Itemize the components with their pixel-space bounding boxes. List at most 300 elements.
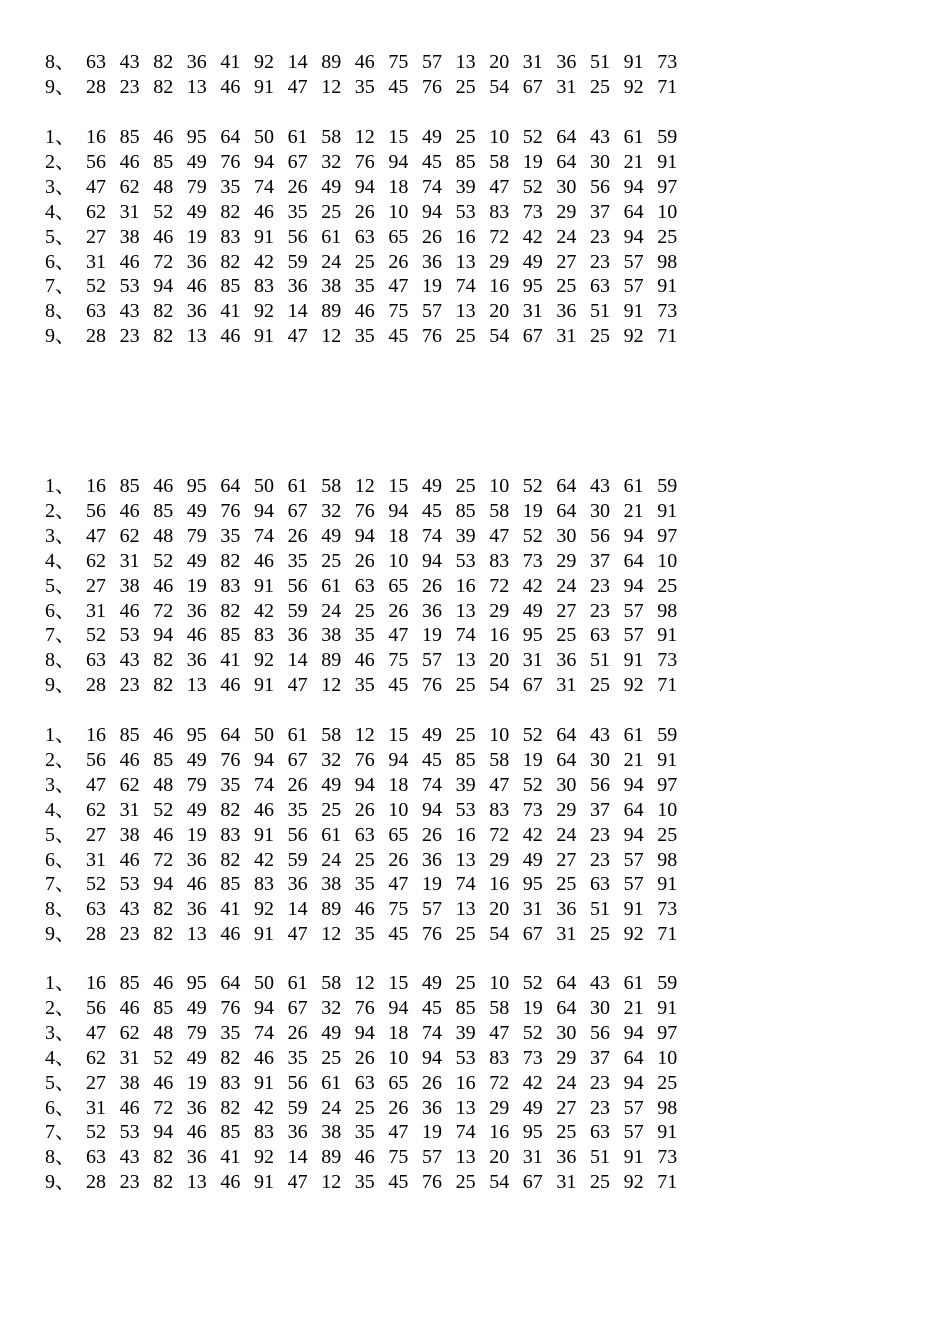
number-cell: 10 — [388, 798, 409, 821]
number-cell: 73 — [657, 898, 678, 921]
number-cell: 13 — [455, 51, 476, 73]
number-cell: 39 — [455, 175, 476, 198]
number-cell: 75 — [388, 1146, 409, 1169]
number-cell: 95 — [186, 475, 207, 497]
row-index-label: 9、 — [45, 75, 75, 98]
number-cell: 98 — [657, 1096, 678, 1119]
number-cell: 32 — [321, 748, 342, 771]
number-cell: 64 — [556, 748, 577, 771]
number-cell: 36 — [422, 1096, 442, 1119]
number-cell: 97 — [657, 1021, 678, 1044]
number-cell: 14 — [287, 51, 308, 73]
number-cell: 43 — [119, 649, 140, 672]
number-cell: 64 — [220, 475, 241, 497]
number-cell: 35 — [220, 524, 241, 547]
number-cell: 53 — [455, 798, 476, 821]
number-cell: 15 — [388, 972, 409, 994]
number-cell: 49 — [321, 524, 342, 547]
number-cell: 46 — [119, 499, 140, 522]
number-cell: 27 — [556, 848, 577, 871]
number-cell: 46 — [186, 873, 207, 896]
number-cell: 25 — [590, 1171, 610, 1194]
number-cell: 26 — [287, 1021, 308, 1044]
number-cell: 85 — [455, 996, 476, 1019]
number-cell: 94 — [354, 524, 375, 547]
number-cell: 47 — [287, 75, 308, 98]
number-cell: 50 — [254, 724, 274, 746]
row-index-label: 9、 — [45, 1171, 75, 1194]
number-cell: 48 — [153, 524, 174, 547]
number-cell: 95 — [186, 126, 207, 148]
number-cell: 94 — [422, 549, 442, 572]
number-cell: 57 — [623, 275, 644, 298]
number-cell: 92 — [254, 1146, 274, 1169]
number-cell: 52 — [522, 724, 543, 746]
number-cell: 91 — [657, 873, 678, 896]
number-cell: 57 — [623, 848, 644, 871]
number-cell: 74 — [422, 175, 442, 198]
number-cell: 58 — [321, 126, 342, 148]
number-cell: 16 — [455, 225, 476, 248]
number-cell: 71 — [657, 325, 678, 348]
number-cell: 36 — [287, 624, 308, 647]
row-index-label: 2、 — [45, 499, 75, 522]
number-cell: 47 — [388, 1121, 409, 1144]
number-cell: 49 — [186, 748, 207, 771]
number-cell: 63 — [590, 275, 610, 298]
number-cell: 85 — [220, 1121, 241, 1144]
number-cell: 98 — [657, 848, 678, 871]
number-cell: 42 — [254, 848, 274, 871]
number-cell: 61 — [321, 823, 342, 846]
number-cell: 35 — [287, 549, 308, 572]
number-cell: 94 — [388, 748, 409, 771]
number-cell: 20 — [489, 898, 510, 921]
number-cell: 59 — [287, 250, 308, 273]
number-cell: 85 — [455, 748, 476, 771]
number-cell: 19 — [522, 748, 543, 771]
number-cell: 85 — [119, 475, 140, 497]
number-cell: 74 — [455, 873, 476, 896]
number-cell: 63 — [86, 51, 106, 73]
number-cell: 79 — [186, 773, 207, 796]
number-cell: 46 — [119, 150, 140, 173]
number-cell: 46 — [119, 996, 140, 1019]
number-cell: 89 — [321, 649, 342, 672]
number-cell: 26 — [354, 549, 375, 572]
number-cell: 13 — [455, 599, 476, 622]
number-cell: 38 — [321, 624, 342, 647]
number-cell: 47 — [489, 773, 510, 796]
number-cell: 52 — [522, 773, 543, 796]
number-cell: 49 — [422, 972, 442, 994]
number-cell: 27 — [556, 599, 577, 622]
number-cell: 16 — [455, 823, 476, 846]
number-cell: 13 — [186, 923, 207, 946]
number-cell: 61 — [623, 724, 644, 746]
number-cell: 12 — [321, 325, 342, 348]
number-cell: 23 — [590, 225, 610, 248]
number-cell: 25 — [657, 1071, 678, 1094]
number-cell: 36 — [186, 649, 207, 672]
number-cell: 94 — [623, 773, 644, 796]
number-cell: 83 — [220, 823, 241, 846]
number-cell: 35 — [220, 1021, 241, 1044]
number-cell: 10 — [657, 1046, 678, 1069]
number-cell: 26 — [388, 1096, 409, 1119]
number-cell: 23 — [119, 1171, 140, 1194]
number-cell: 92 — [623, 325, 644, 348]
number-cell: 12 — [321, 674, 342, 697]
number-cell: 85 — [119, 972, 140, 994]
row-index-label: 9、 — [45, 674, 75, 697]
number-cell: 91 — [657, 996, 678, 1019]
number-cell: 61 — [287, 126, 308, 148]
number-cell: 30 — [590, 150, 610, 173]
number-cell: 94 — [623, 574, 644, 597]
number-cell: 52 — [522, 524, 543, 547]
number-cell: 25 — [590, 75, 610, 98]
number-cell: 71 — [657, 674, 678, 697]
number-cell: 76 — [422, 325, 442, 348]
number-cell: 61 — [287, 972, 308, 994]
number-cell: 20 — [489, 300, 510, 323]
number-cell: 36 — [422, 250, 442, 273]
number-cell: 19 — [186, 574, 207, 597]
number-cell: 85 — [220, 624, 241, 647]
number-cell: 36 — [556, 51, 577, 73]
number-cell: 91 — [254, 574, 274, 597]
number-cell: 29 — [556, 798, 577, 821]
number-cell: 65 — [388, 1071, 409, 1094]
number-cell: 94 — [254, 499, 274, 522]
number-cell: 16 — [455, 1071, 476, 1094]
number-cell: 23 — [590, 848, 610, 871]
number-cell: 19 — [186, 1071, 207, 1094]
number-cell: 59 — [657, 475, 678, 497]
number-cell: 73 — [657, 51, 678, 73]
number-cell: 72 — [153, 1096, 174, 1119]
number-cell: 10 — [388, 549, 409, 572]
number-cell: 83 — [254, 1121, 274, 1144]
number-cell: 35 — [354, 873, 375, 896]
number-cell: 91 — [623, 300, 644, 323]
number-cell: 43 — [590, 972, 610, 994]
number-cell: 25 — [321, 798, 342, 821]
number-cell: 46 — [254, 549, 274, 572]
number-cell: 56 — [590, 175, 610, 198]
number-cell: 57 — [623, 873, 644, 896]
number-cell: 35 — [354, 1121, 375, 1144]
number-cell: 94 — [422, 200, 442, 223]
number-cell: 94 — [153, 275, 174, 298]
number-cell: 72 — [153, 848, 174, 871]
number-cell: 94 — [254, 748, 274, 771]
number-cell: 35 — [354, 75, 375, 98]
number-cell: 91 — [254, 823, 274, 846]
number-cell: 64 — [623, 1046, 644, 1069]
number-cell: 30 — [556, 524, 577, 547]
number-cell: 52 — [522, 1021, 543, 1044]
number-cell: 23 — [119, 923, 140, 946]
number-cell: 94 — [623, 175, 644, 198]
number-cell: 91 — [623, 51, 644, 73]
number-cell: 64 — [556, 972, 577, 994]
number-cell: 97 — [657, 175, 678, 198]
number-cell: 67 — [287, 748, 308, 771]
number-cell: 50 — [254, 475, 274, 497]
number-cell: 74 — [422, 1021, 442, 1044]
number-cell: 27 — [86, 1071, 106, 1094]
row-index-label: 6、 — [45, 599, 75, 622]
number-cell: 31 — [556, 674, 577, 697]
number-cell: 65 — [388, 823, 409, 846]
row-index-label: 9、 — [45, 325, 75, 348]
number-cell: 46 — [254, 200, 274, 223]
number-cell: 63 — [86, 1146, 106, 1169]
number-cell: 47 — [388, 873, 409, 896]
number-cell: 94 — [388, 150, 409, 173]
number-cell: 57 — [623, 624, 644, 647]
number-cell: 76 — [422, 674, 442, 697]
number-cell: 15 — [388, 724, 409, 746]
number-cell: 71 — [657, 75, 678, 98]
number-cell: 57 — [422, 51, 442, 73]
number-cell: 91 — [657, 499, 678, 522]
number-cell: 59 — [287, 848, 308, 871]
number-cell: 16 — [489, 275, 510, 298]
number-cell: 92 — [623, 923, 644, 946]
number-cell: 46 — [119, 250, 140, 273]
number-cell: 49 — [321, 175, 342, 198]
number-cell: 14 — [287, 649, 308, 672]
number-cell: 35 — [354, 325, 375, 348]
number-cell: 79 — [186, 175, 207, 198]
number-cell: 53 — [455, 1046, 476, 1069]
number-cell: 31 — [556, 923, 577, 946]
number-cell: 94 — [388, 499, 409, 522]
number-cell: 36 — [556, 649, 577, 672]
number-cell: 42 — [254, 1096, 274, 1119]
number-cell: 67 — [522, 923, 543, 946]
number-cell: 47 — [489, 1021, 510, 1044]
number-cell: 46 — [153, 724, 174, 746]
number-cell: 45 — [388, 923, 409, 946]
row-index-label: 1、 — [45, 724, 75, 746]
number-cell: 61 — [321, 225, 342, 248]
number-cell: 35 — [287, 798, 308, 821]
number-cell: 48 — [153, 175, 174, 198]
number-cell: 76 — [220, 499, 241, 522]
number-cell: 58 — [489, 748, 510, 771]
number-cell: 52 — [522, 175, 543, 198]
number-cell: 85 — [153, 748, 174, 771]
number-cell: 95 — [522, 624, 543, 647]
number-cell: 82 — [220, 250, 241, 273]
number-cell: 36 — [556, 1146, 577, 1169]
number-cell: 48 — [153, 773, 174, 796]
number-cell: 46 — [119, 599, 140, 622]
number-cell: 52 — [153, 549, 174, 572]
number-cell: 52 — [153, 798, 174, 821]
number-cell: 46 — [119, 748, 140, 771]
number-cell: 25 — [321, 1046, 342, 1069]
number-cell: 23 — [590, 599, 610, 622]
number-cell: 30 — [590, 996, 610, 1019]
number-cell: 58 — [321, 972, 342, 994]
number-cell: 63 — [590, 1121, 610, 1144]
number-cell: 26 — [354, 1046, 375, 1069]
number-cell: 85 — [153, 150, 174, 173]
number-cell: 28 — [86, 923, 106, 946]
row-index-label: 9、 — [45, 923, 75, 946]
number-cell: 67 — [287, 150, 308, 173]
number-cell: 38 — [119, 823, 140, 846]
number-cell: 47 — [86, 524, 106, 547]
number-cell: 42 — [254, 250, 274, 273]
number-cell: 94 — [388, 996, 409, 1019]
number-cell: 30 — [556, 175, 577, 198]
number-cell: 62 — [119, 773, 140, 796]
number-cell: 63 — [354, 1071, 375, 1094]
number-cell: 24 — [556, 1071, 577, 1094]
number-cell: 19 — [422, 275, 442, 298]
row-index-label: 8、 — [45, 1146, 75, 1169]
number-cell: 83 — [220, 574, 241, 597]
number-cell: 27 — [556, 1096, 577, 1119]
number-cell: 53 — [455, 200, 476, 223]
number-cell: 82 — [153, 923, 174, 946]
number-cell: 30 — [556, 773, 577, 796]
number-cell: 49 — [321, 773, 342, 796]
number-cell: 21 — [623, 150, 644, 173]
number-cell: 35 — [354, 624, 375, 647]
number-cell: 76 — [422, 923, 442, 946]
number-cell: 29 — [556, 549, 577, 572]
row-index-label: 8、 — [45, 898, 75, 921]
number-cell: 61 — [623, 126, 644, 148]
number-cell: 29 — [489, 1096, 510, 1119]
number-cell: 94 — [153, 624, 174, 647]
number-cell: 57 — [623, 599, 644, 622]
number-cell: 25 — [657, 225, 678, 248]
number-cell: 41 — [220, 649, 241, 672]
number-cell: 46 — [354, 300, 375, 323]
number-cell: 26 — [388, 599, 409, 622]
number-cell: 51 — [590, 1146, 610, 1169]
number-cell: 72 — [489, 225, 510, 248]
number-cell: 10 — [489, 972, 510, 994]
number-cell: 45 — [422, 748, 442, 771]
number-cell: 72 — [153, 599, 174, 622]
number-cell: 49 — [522, 250, 543, 273]
number-cell: 59 — [287, 599, 308, 622]
number-cell: 23 — [590, 1071, 610, 1094]
number-cell: 24 — [556, 574, 577, 597]
number-cell: 35 — [354, 1171, 375, 1194]
number-cell: 91 — [623, 1146, 644, 1169]
number-cell: 83 — [220, 1071, 241, 1094]
number-cell: 38 — [119, 1071, 140, 1094]
number-cell: 14 — [287, 1146, 308, 1169]
number-cell: 74 — [422, 773, 442, 796]
number-cell: 54 — [489, 674, 510, 697]
number-cell: 18 — [388, 1021, 409, 1044]
number-cell: 76 — [422, 1171, 442, 1194]
number-cell: 98 — [657, 250, 678, 273]
number-cell: 26 — [354, 200, 375, 223]
number-cell: 67 — [522, 325, 543, 348]
number-cell: 52 — [153, 200, 174, 223]
number-cell: 46 — [220, 75, 241, 98]
number-cell: 23 — [590, 250, 610, 273]
number-cell: 29 — [489, 848, 510, 871]
row-index-label: 5、 — [45, 823, 75, 846]
number-cell: 64 — [556, 150, 577, 173]
number-cell: 38 — [321, 1121, 342, 1144]
row-index-label: 4、 — [45, 798, 75, 821]
number-cell: 16 — [489, 624, 510, 647]
number-cell: 63 — [86, 649, 106, 672]
number-cell: 54 — [489, 75, 510, 98]
number-cell: 94 — [153, 873, 174, 896]
number-cell: 42 — [522, 574, 543, 597]
number-cell: 95 — [522, 275, 543, 298]
number-cell: 25 — [556, 275, 577, 298]
number-cell: 49 — [422, 724, 442, 746]
number-cell: 43 — [119, 51, 140, 73]
number-cell: 32 — [321, 996, 342, 1019]
number-cell: 94 — [254, 996, 274, 1019]
number-cell: 25 — [556, 624, 577, 647]
number-cell: 98 — [657, 599, 678, 622]
number-cell: 64 — [556, 126, 577, 148]
number-cell: 36 — [186, 898, 207, 921]
number-cell: 62 — [119, 175, 140, 198]
number-cell: 23 — [119, 75, 140, 98]
number-cell: 31 — [522, 898, 543, 921]
number-cell: 92 — [623, 674, 644, 697]
number-cell: 45 — [388, 674, 409, 697]
number-cell: 31 — [119, 798, 140, 821]
number-cell: 46 — [153, 475, 174, 497]
number-cell: 92 — [254, 51, 274, 73]
number-cell: 89 — [321, 300, 342, 323]
number-cell: 95 — [522, 1121, 543, 1144]
number-cell: 41 — [220, 300, 241, 323]
number-cell: 46 — [220, 1171, 241, 1194]
number-cell: 56 — [287, 574, 308, 597]
number-cell: 19 — [422, 873, 442, 896]
number-cell: 12 — [321, 923, 342, 946]
row-index-label: 7、 — [45, 275, 75, 298]
number-cell: 74 — [455, 1121, 476, 1144]
number-cell: 94 — [153, 1121, 174, 1144]
number-cell: 92 — [623, 75, 644, 98]
number-cell: 42 — [522, 1071, 543, 1094]
number-cell: 35 — [354, 923, 375, 946]
number-cell: 16 — [489, 1121, 510, 1144]
number-cell: 76 — [220, 748, 241, 771]
number-cell: 73 — [522, 1046, 543, 1069]
number-cell: 36 — [186, 51, 207, 73]
number-cell: 94 — [422, 1046, 442, 1069]
number-cell: 49 — [186, 996, 207, 1019]
number-cell: 28 — [86, 1171, 106, 1194]
number-cell: 25 — [455, 126, 476, 148]
number-cell: 25 — [455, 475, 476, 497]
number-cell: 73 — [522, 200, 543, 223]
